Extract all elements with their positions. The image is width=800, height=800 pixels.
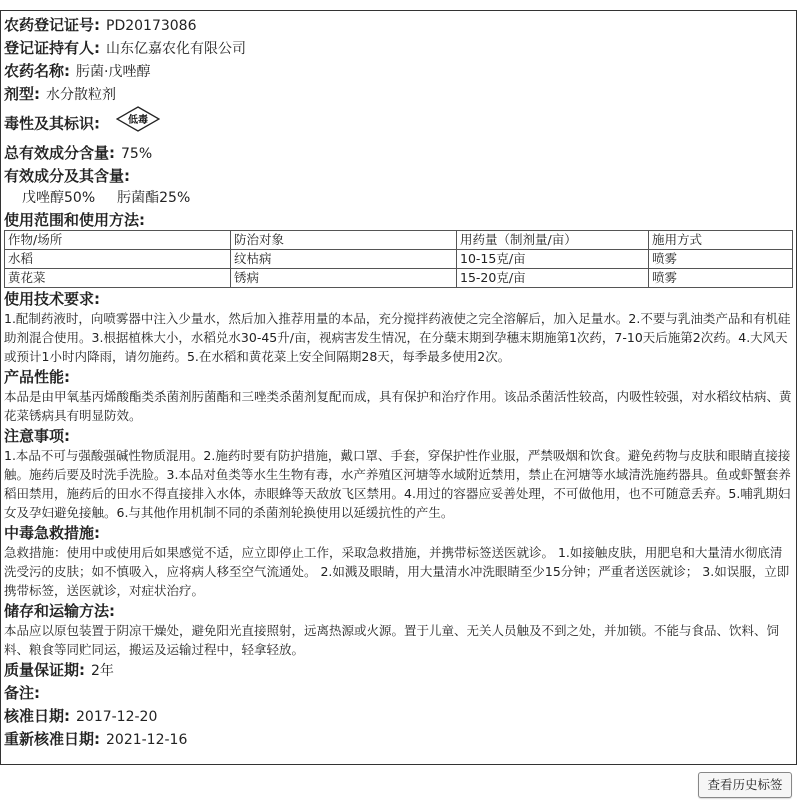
form-value: 水分散粒剂 <box>46 87 116 103</box>
view-history-label-button[interactable]: 查看历史标签 <box>698 772 792 798</box>
warranty-value: 2年 <box>91 663 114 679</box>
table-cell: 黄花菜 <box>5 269 231 288</box>
approve-date-row <box>4 705 793 728</box>
total-content-label: 总有效成分含量: <box>4 144 115 162</box>
notes-text: 1.本品不可与强酸强碱性物质混用。2.施药时要有防护措施，戴口罩、手套，穿保护性作业服，严禁吸烟和饮食。避免药物与皮肤和眼睛直接接触。施药后要及时洗手洗脸。3.本品对鱼类等水生生物有毒，水产养殖区河塘等水域附近禁用，禁止在河塘等水域清洗施药器具。鱼或虾蟹套养稻田禁用，施药后的田水不得直接排入水体，赤眼蜂等天敌放飞区禁用。4.用过的容器应妥善处理，不可做他用，也不可随意丢弃。5.哺乳期妇女及孕妇避免接触。6.与其他作用机制不同的杀菌剂轮换使用以延缓抗性的产生。 <box>4 448 791 520</box>
table-cell: 水稻 <box>5 250 231 269</box>
ingredients-label: 有效成分及其含量: <box>4 167 130 185</box>
pesticide-name-label: 农药名称: <box>4 62 70 80</box>
performance-text: 本品是由甲氧基丙烯酸酯类杀菌剂肟菌酯和三唑类杀菌剂复配而成，具有保护和治疗作用。该品杀菌活性较高，内吸性较强，对水稻纹枯病、黄花菜锈病具有明显防效。 <box>4 389 792 423</box>
reg-no-label: 农药登记证号: <box>4 16 100 34</box>
form-row <box>4 83 793 106</box>
reapprove-date-label: 重新核准日期: <box>4 730 100 748</box>
label-detail-panel <box>0 10 797 765</box>
total-content-value: 75% <box>121 146 153 162</box>
toxicity-badge-icon <box>116 106 160 143</box>
holder-row <box>4 37 793 60</box>
remark-label: 备注: <box>4 684 40 702</box>
pesticide-name-value: 肟菌·戊唑醇 <box>76 64 151 80</box>
ingredients-list <box>4 188 793 209</box>
notes-label: 注意事项: <box>4 427 70 445</box>
toxicity-row <box>4 106 793 138</box>
approve-date-label: 核准日期: <box>4 707 70 725</box>
storage-label: 储存和运输方法: <box>4 602 115 620</box>
firstaid-label: 中毒急救措施: <box>4 524 100 542</box>
table-row <box>5 250 793 269</box>
firstaid-text: 急救措施：使用中或使用后如果感觉不适，应立即停止工作，采取急救措施，并携带标签送医就诊。 1.如接触皮肤，用肥皂和大量清水彻底清洗受污的皮肤；如不慎吸入，应将病人移至空气流通处。 2.如溅及眼睛，用大量清水冲洗眼睛至少15分钟；严重者送医就诊； 3.如误服，立即携带标签，送医就诊，对症状治疗。 <box>4 545 790 598</box>
remark-row <box>4 682 793 705</box>
table-header-cell: 用药量（制剂量/亩） <box>457 231 649 250</box>
form-label: 剂型: <box>4 85 40 103</box>
ingredient-item: 肟菌酯25% <box>117 190 191 206</box>
table-header-row <box>5 231 793 250</box>
ingredients-row <box>4 165 793 188</box>
toxicity-label: 毒性及其标识: <box>4 114 100 133</box>
toxicity-badge-text: 低毒 <box>128 115 149 126</box>
reapprove-date-row <box>4 728 793 751</box>
tech-label: 使用技术要求: <box>4 290 100 308</box>
reg-no-row <box>4 14 793 37</box>
total-content-row <box>4 142 793 165</box>
holder-value: 山东亿嘉农化有限公司 <box>106 41 246 57</box>
table-cell: 喷雾 <box>649 250 793 269</box>
ingredient-item: 戊唑醇50% <box>22 190 96 206</box>
warranty-label: 质量保证期: <box>4 661 85 679</box>
reapprove-date-value: 2021-12-16 <box>106 732 188 748</box>
holder-label: 登记证持有人: <box>4 39 100 57</box>
table-row <box>5 269 793 288</box>
table-header-cell: 作物/场所 <box>5 231 231 250</box>
tech-text: 1.配制药液时，向喷雾器中注入少量水，然后加入推荐用量的本品，充分搅拌药液使之完全溶解后，加入足量水。2.不要与乳油类产品和有机硅助剂混合使用。3.根据植株大小，水稻兑水30-45升/亩，视病害发生情况，在分蘖末期到孕穗末期施第1次药，7-10天后施第2次药。4.大风天或预计1小时内降雨，请勿施药。5.在水稻和黄花菜上安全间隔期28天，每季最多使用2次。 <box>4 311 791 364</box>
table-header-cell: 防治对象 <box>231 231 457 250</box>
reg-no-value: PD20173086 <box>106 18 197 34</box>
warranty-row <box>4 659 793 682</box>
table-cell: 10-15克/亩 <box>457 250 649 269</box>
usage-label: 使用范围和使用方法: <box>4 211 145 229</box>
approve-date-value: 2017-12-20 <box>76 709 158 725</box>
usage-table <box>4 230 793 288</box>
table-cell: 15-20克/亩 <box>457 269 649 288</box>
table-cell: 锈病 <box>231 269 457 288</box>
table-header-cell: 施用方式 <box>649 231 793 250</box>
table-cell: 喷雾 <box>649 269 793 288</box>
performance-label: 产品性能: <box>4 368 70 386</box>
storage-text: 本品应以原包装置于阴凉干燥处，避免阳光直接照射，远离热源或火源。置于儿童、无关人员触及不到之处，并加锁。不能与食品、饮料、饲料、粮食等同贮同运，搬运及运输过程中，轻拿轻放。 <box>4 623 780 657</box>
table-cell: 纹枯病 <box>231 250 457 269</box>
name-row <box>4 60 793 83</box>
